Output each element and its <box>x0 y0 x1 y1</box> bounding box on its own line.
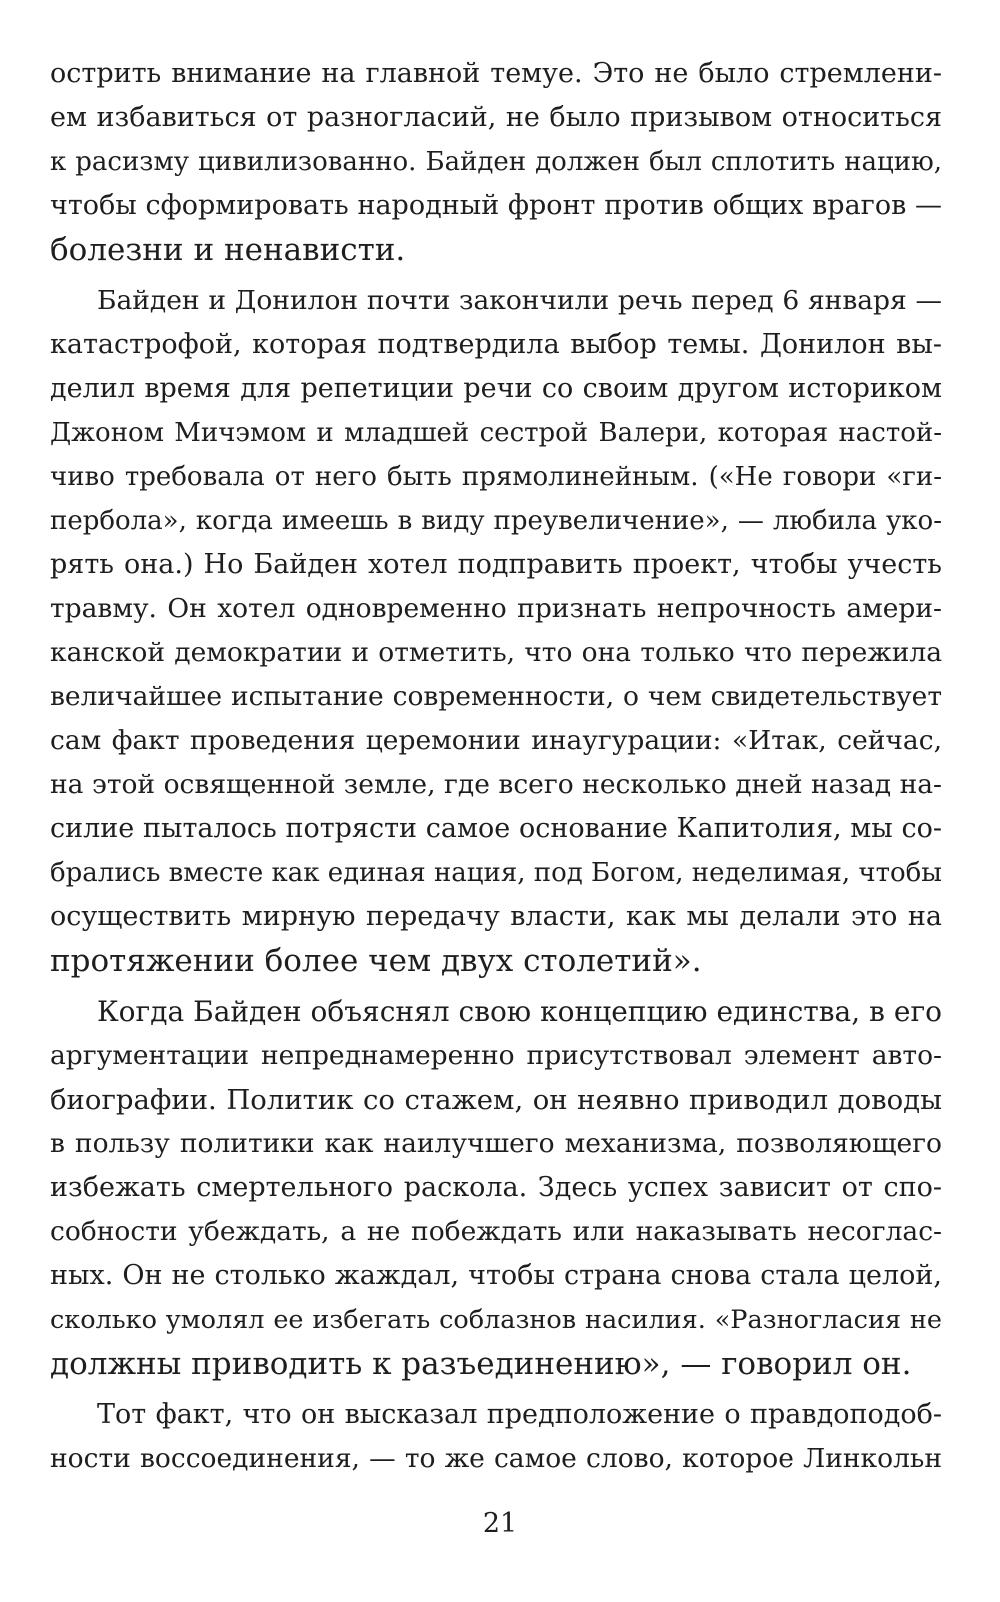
text-line: чиво требовала от него быть прямолинейным. («Не говори «ги- <box>50 462 942 492</box>
paragraph-1 <box>50 52 942 272</box>
text-line: Тот факт, что он высказал предположение о правдоподоб- <box>97 1399 942 1430</box>
text-line: осуществить мирную передачу власти, как мы делали это на <box>50 901 942 932</box>
text-line: делил время для репетиции речи со своим другом историком <box>50 373 942 404</box>
page-number: 21 <box>482 1508 518 1539</box>
text-line: в пользу политики как наилучшего механизма, позволяющего <box>50 1128 942 1159</box>
text-line: ных. Он не столько жаждал, чтобы страна снова стала целой, <box>50 1260 942 1291</box>
text-line: Когда Байден объяснял свою концепцию единства, в его <box>97 995 942 1028</box>
text-line: должны приводить к разъединению», — говорил он. <box>50 1346 912 1382</box>
text-line: ем избавиться от разногласий, не было призывом относиться <box>50 102 942 133</box>
text-line: острить внимание на главной темуе. Это не было стремлени- <box>50 58 942 89</box>
text-line: рять она.) Но Байден хотел подправить проект, чтобы учесть <box>50 549 942 580</box>
text-line: силие пыталось потрясти самое основание Капитолия, мы со- <box>50 813 942 844</box>
text-line: травму. Он хотел одновременно признать непрочность амери- <box>50 593 942 624</box>
text-line: величайшее испытание современности, о чем свидетельствует <box>50 681 942 712</box>
paragraph-3 <box>50 990 942 1386</box>
text-line: Байден и Донилон почти закончили речь перед 6 января — <box>97 285 942 316</box>
text-line: брались вместе как единая нация, под Богом, неделимая, чтобы <box>50 858 942 888</box>
text-line: к расизму цивилизованно. Байден должен был сплотить нацию, <box>50 147 942 177</box>
paragraph-4 <box>50 1393 942 1481</box>
text-line: канской демократии и отметить, что она только что пережила <box>50 637 942 668</box>
paragraph-2 <box>50 279 942 983</box>
text-line: биографии. Политик со стажем, он неявно приводил доводы <box>50 1084 942 1116</box>
text-line: аргументации непреднамеренно присутствовал элемент авто- <box>50 1040 942 1071</box>
text-line: чтобы сформировать народный фронт против общих врагов — <box>50 190 942 221</box>
text-line: сколько умолял ее избегать соблазнов насилия. «Разногласия не <box>50 1305 942 1335</box>
text-line: собности убеждать, а не побеждать или наказывать несоглас- <box>50 1216 942 1247</box>
text-line: пербола», когда имеешь в виду преувеличение», — любила уко- <box>50 506 942 536</box>
text-line: катастрофой, которая подтвердила выбор темы. Донилон вы- <box>50 329 942 360</box>
text-line: на этой освященной земле, где всего несколько дней назад на- <box>50 769 942 800</box>
text-line: ности воссоединения, — то же самое слово, которое Линкольн <box>50 1443 942 1474</box>
text-line: сам факт проведения церемонии инаугурации: «Итак, сейчас, <box>50 725 942 756</box>
text-line: избежать смертельного раскола. Здесь успех зависит от спо- <box>50 1172 942 1203</box>
text-line: Джоном Мичэмом и младшей сестрой Валери, которая настой- <box>50 418 942 448</box>
text-line: болезни и ненависти. <box>50 232 406 268</box>
body-text <box>50 52 942 1481</box>
text-line: протяжении более чем двух столетий». <box>50 943 702 979</box>
